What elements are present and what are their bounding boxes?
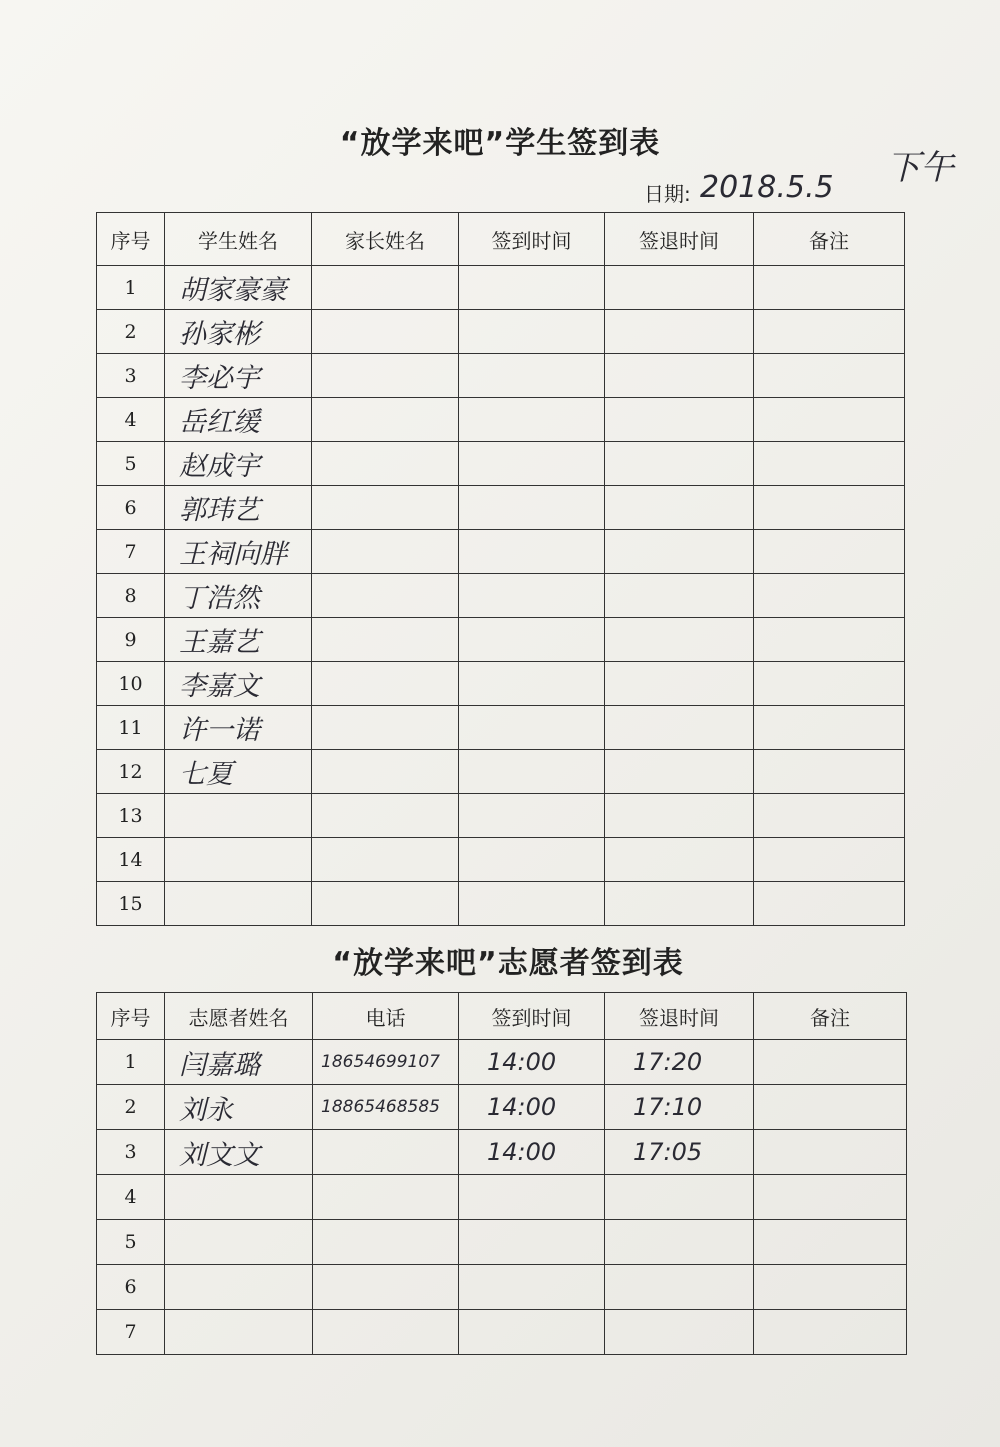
student-name-cell: 岳红缓 [165, 398, 312, 442]
note-cell [754, 266, 905, 310]
sign-in-time-cell [459, 662, 605, 706]
note-cell [754, 1220, 907, 1265]
student-name-cell [165, 794, 312, 838]
parent-name-cell [312, 574, 459, 618]
volunteer-signin-table [96, 992, 907, 1355]
student-name-cell [165, 838, 312, 882]
sign-in-time-cell: 14:00 [459, 1085, 605, 1130]
sign-out-time-cell [605, 266, 754, 310]
parent-name-cell [312, 706, 459, 750]
row-index: 8 [97, 574, 165, 618]
table-row [97, 1085, 907, 1130]
row-index: 12 [97, 750, 165, 794]
table-row [97, 1175, 907, 1220]
date-value: 2018.5.5 [700, 170, 834, 205]
sign-in-time-cell [459, 1265, 605, 1310]
sign-out-time-cell [605, 1310, 754, 1355]
table-row [97, 530, 905, 574]
header-index: 序号 [97, 993, 165, 1040]
student-name-cell: 赵成宇 [165, 442, 312, 486]
volunteer-name-cell [165, 1175, 313, 1220]
volunteer-name-cell: 刘文文 [165, 1130, 313, 1175]
note-cell [754, 486, 905, 530]
note-cell [754, 706, 905, 750]
parent-name-cell [312, 618, 459, 662]
parent-name-cell [312, 442, 459, 486]
header-student-name: 学生姓名 [165, 213, 312, 266]
note-cell [754, 1040, 907, 1085]
table-row [97, 574, 905, 618]
student-name-cell: 郭玮艺 [165, 486, 312, 530]
student-signin-table [96, 212, 905, 926]
header-note: 备注 [754, 213, 905, 266]
table-row [97, 794, 905, 838]
note-cell [754, 442, 905, 486]
sign-out-time-cell [605, 706, 754, 750]
note-cell [754, 618, 905, 662]
student-name-cell [165, 882, 312, 926]
student-name-cell: 孙家彬 [165, 310, 312, 354]
sign-in-time-cell [459, 794, 605, 838]
sign-in-time-cell [459, 266, 605, 310]
parent-name-cell [312, 310, 459, 354]
note-cell [754, 750, 905, 794]
phone-cell [313, 1130, 459, 1175]
student-name-cell: 胡家豪豪 [165, 266, 312, 310]
row-index: 1 [97, 266, 165, 310]
phone-cell [313, 1220, 459, 1265]
row-index: 4 [97, 1175, 165, 1220]
sign-out-time-cell: 17:10 [605, 1085, 754, 1130]
table-row [97, 1220, 907, 1265]
note-cell [754, 662, 905, 706]
volunteer-name-cell [165, 1265, 313, 1310]
sign-in-time-cell [459, 530, 605, 574]
phone-cell [313, 1265, 459, 1310]
row-index: 13 [97, 794, 165, 838]
row-index: 3 [97, 1130, 165, 1175]
parent-name-cell [312, 750, 459, 794]
sign-out-time-cell [605, 794, 754, 838]
row-index: 3 [97, 354, 165, 398]
sign-in-time-cell [459, 618, 605, 662]
note-cell [754, 310, 905, 354]
sign-out-time-cell [605, 662, 754, 706]
sign-in-time-cell [459, 750, 605, 794]
sign-out-time-cell [605, 530, 754, 574]
table-row [97, 354, 905, 398]
sign-out-time-cell [605, 1175, 754, 1220]
header-sign-out-time: 签退时间 [605, 993, 754, 1040]
parent-name-cell [312, 398, 459, 442]
table-row [97, 1310, 907, 1355]
header-index: 序号 [97, 213, 165, 266]
note-cell [754, 574, 905, 618]
sign-in-time-cell [459, 706, 605, 750]
sign-out-time-cell [605, 1265, 754, 1310]
note-cell [754, 1175, 907, 1220]
student-name-cell: 王祠向胖 [165, 530, 312, 574]
parent-name-cell [312, 486, 459, 530]
row-index: 7 [97, 1310, 165, 1355]
volunteer-name-cell [165, 1310, 313, 1355]
row-index: 2 [97, 310, 165, 354]
table-row [97, 310, 905, 354]
table-row [97, 486, 905, 530]
table-row [97, 1040, 907, 1085]
row-index: 6 [97, 486, 165, 530]
sign-in-time-cell [459, 1310, 605, 1355]
sign-out-time-cell [605, 750, 754, 794]
parent-name-cell [312, 266, 459, 310]
table-row [97, 266, 905, 310]
table-row [97, 1130, 907, 1175]
student-name-cell: 李嘉文 [165, 662, 312, 706]
row-index: 9 [97, 618, 165, 662]
student-name-cell: 丁浩然 [165, 574, 312, 618]
student-name-cell: 王嘉艺 [165, 618, 312, 662]
sign-in-time-cell [459, 398, 605, 442]
parent-name-cell [312, 794, 459, 838]
parent-name-cell [312, 662, 459, 706]
sign-in-time-cell [459, 882, 605, 926]
note-cell [754, 398, 905, 442]
note-cell [754, 354, 905, 398]
parent-name-cell [312, 882, 459, 926]
header-sign-out-time: 签退时间 [605, 213, 754, 266]
sign-in-time-cell [459, 1220, 605, 1265]
table-row [97, 662, 905, 706]
row-index: 2 [97, 1085, 165, 1130]
sign-in-time-cell [459, 486, 605, 530]
row-index: 15 [97, 882, 165, 926]
parent-name-cell [312, 838, 459, 882]
sign-out-time-cell [605, 442, 754, 486]
phone-cell [313, 1175, 459, 1220]
volunteer-name-cell: 刘永 [165, 1085, 313, 1130]
sign-in-time-cell [459, 442, 605, 486]
table-row [97, 706, 905, 750]
note-cell [754, 1265, 907, 1310]
row-index: 7 [97, 530, 165, 574]
sign-out-time-cell [605, 1220, 754, 1265]
student-name-cell: 许一诺 [165, 706, 312, 750]
sign-in-time-cell [459, 310, 605, 354]
parent-name-cell [312, 530, 459, 574]
row-index: 4 [97, 398, 165, 442]
date-label: 日期: [644, 182, 691, 206]
sign-out-time-cell [605, 486, 754, 530]
table-row [97, 442, 905, 486]
sign-in-time-cell [459, 838, 605, 882]
table-row [97, 1265, 907, 1310]
sign-in-time-cell [459, 354, 605, 398]
sign-in-time-cell: 14:00 [459, 1040, 605, 1085]
student-name-cell: 七夏 [165, 750, 312, 794]
header-sign-in-time: 签到时间 [459, 213, 605, 266]
table-header-row [97, 213, 905, 266]
row-index: 11 [97, 706, 165, 750]
volunteer-name-cell: 闫嘉璐 [165, 1040, 313, 1085]
note-cell [754, 1310, 907, 1355]
sign-out-time-cell [605, 398, 754, 442]
header-volunteer-name: 志愿者姓名 [165, 993, 313, 1040]
note-cell [754, 1130, 907, 1175]
afternoon-note: 下午 [886, 148, 954, 188]
table-row [97, 838, 905, 882]
table-row [97, 398, 905, 442]
sign-out-time-cell: 17:20 [605, 1040, 754, 1085]
sign-in-time-cell [459, 574, 605, 618]
sign-out-time-cell: 17:05 [605, 1130, 754, 1175]
row-index: 5 [97, 442, 165, 486]
volunteer-name-cell [165, 1220, 313, 1265]
sign-out-time-cell [605, 618, 754, 662]
sign-out-time-cell [605, 838, 754, 882]
row-index: 1 [97, 1040, 165, 1085]
phone-cell [313, 1310, 459, 1355]
note-cell [754, 882, 905, 926]
note-cell [754, 838, 905, 882]
parent-name-cell [312, 354, 459, 398]
row-index: 14 [97, 838, 165, 882]
sign-out-time-cell [605, 310, 754, 354]
phone-cell: 18865468585 [313, 1085, 459, 1130]
header-phone: 电话 [313, 993, 459, 1040]
table-row [97, 618, 905, 662]
sign-out-time-cell [605, 354, 754, 398]
table-header-row [97, 993, 907, 1040]
row-index: 6 [97, 1265, 165, 1310]
row-index: 10 [97, 662, 165, 706]
sign-out-time-cell [605, 574, 754, 618]
phone-cell: 18654699107 [313, 1040, 459, 1085]
table-row [97, 882, 905, 926]
row-index: 5 [97, 1220, 165, 1265]
sign-in-time-cell: 14:00 [459, 1130, 605, 1175]
note-cell [754, 1085, 907, 1130]
volunteer-sheet-title: “放学来吧”志愿者签到表 [332, 946, 684, 981]
sign-in-time-cell [459, 1175, 605, 1220]
header-note: 备注 [754, 993, 907, 1040]
table-row [97, 750, 905, 794]
note-cell [754, 530, 905, 574]
header-sign-in-time: 签到时间 [459, 993, 605, 1040]
student-name-cell: 李必宇 [165, 354, 312, 398]
note-cell [754, 794, 905, 838]
student-sheet-title: “放学来吧”学生签到表 [339, 126, 661, 161]
header-parent-name: 家长姓名 [312, 213, 459, 266]
sign-out-time-cell [605, 882, 754, 926]
